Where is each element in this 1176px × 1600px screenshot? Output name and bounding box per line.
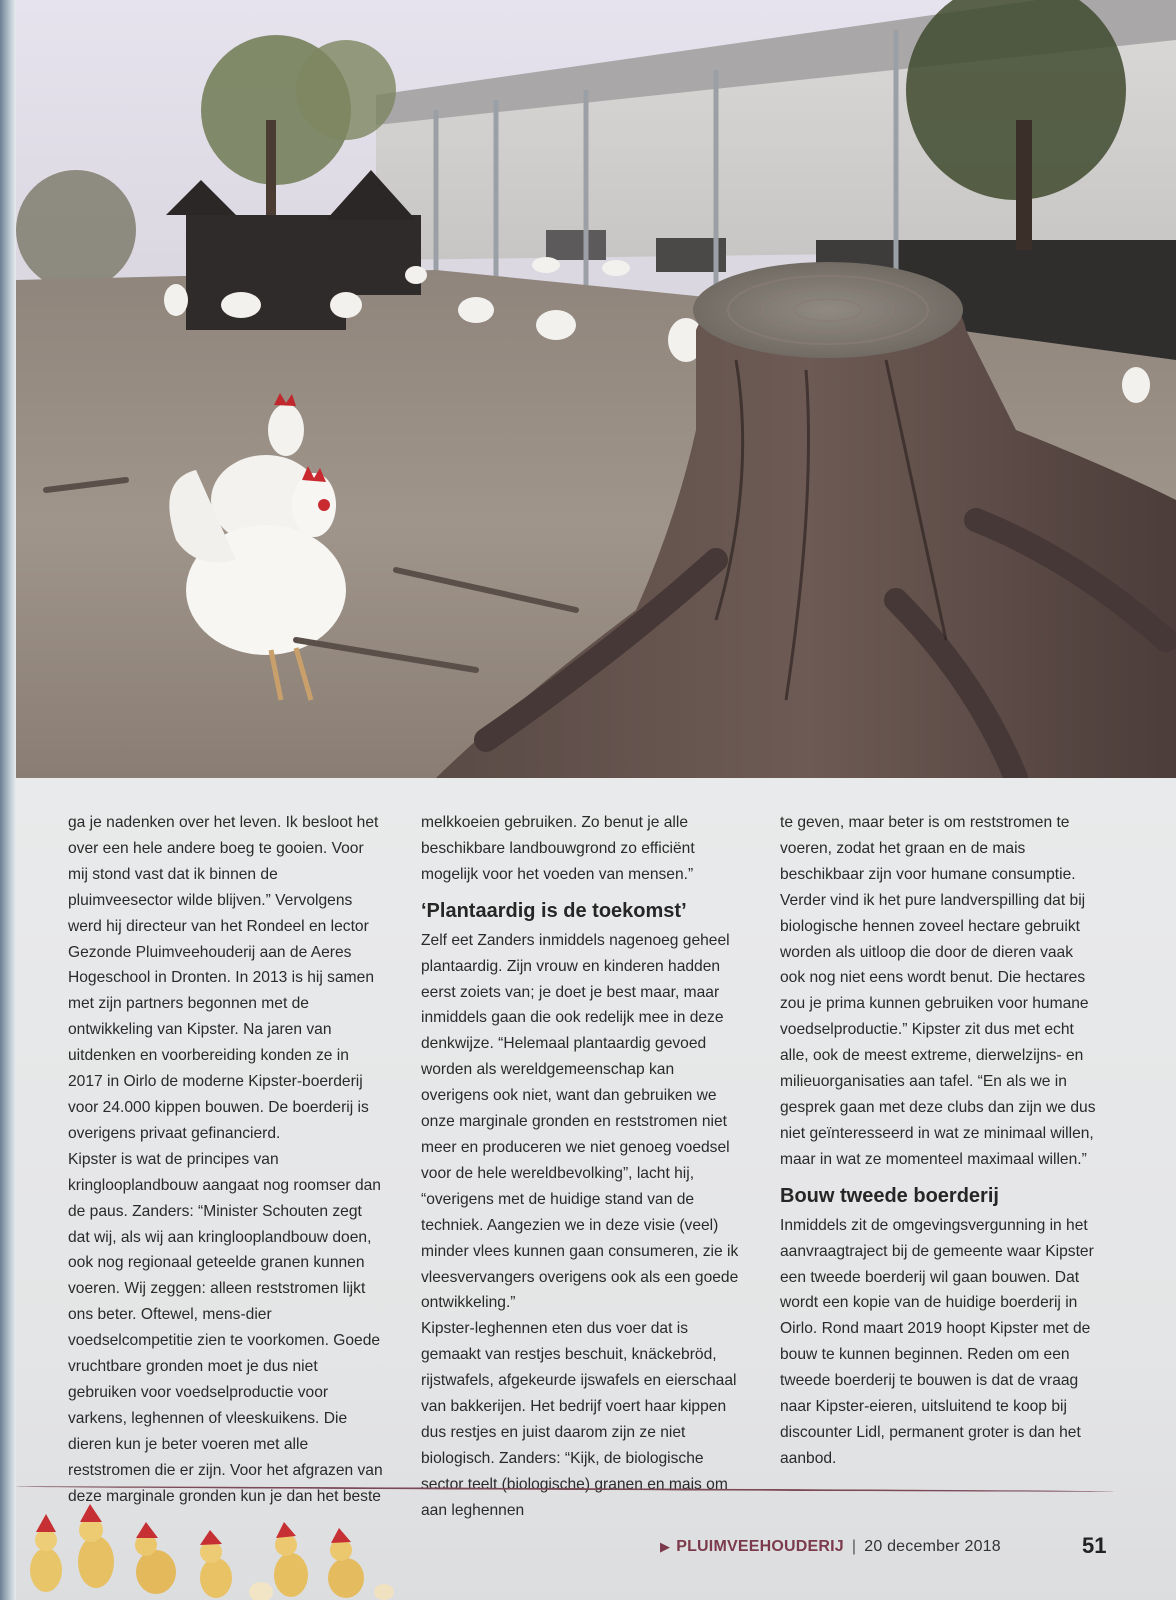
- paragraph: ga je nadenken over het leven. Ik besloot het over een hele andere boeg te gooien. Voor mij stond vast dat ik binnen de pluimveesector wilde blijven.” Vervolgens werd hij directeur van het Rondeel en lector Gezonde Pluimveehouderij aan de Aeres Hogeschool in Dronten. In 2013 is hij samen met zijn partners begonnen met de ontwikkeling van Kipster. Na jaren van uitdenken en voorbereiding konden ze in 2017 in Oirlo de moderne Kipster-boerderij voor 24.000 kippen bouwen. De boerderij is overigens privaat gefinancierd.: [68, 814, 379, 1142]
- magazine-name: PLUIMVEEHOUDERIJ: [676, 1538, 844, 1555]
- header-photo: [16, 0, 1176, 778]
- footer-separator: |: [851, 1538, 857, 1555]
- paragraph: Kipster-leghennen eten dus voer dat is gemaakt van restjes beschuit, knäckebröd, rijstwafels, afgekeurde ijswafels en eierschaal van bakkerijen. Het bedrijf voert haar kippen dus restjes en juist daarom zijn ze niet biologisch. Zanders: “Kijk, de biologische sector teelt (biologische) granen en mais om aan leghennen: [421, 1320, 737, 1519]
- footer-publication: [660, 1538, 1001, 1556]
- issue-date: 20 december 2018: [864, 1538, 1001, 1555]
- paragraph: Zelf eet Zanders inmiddels nagenoeg geheel plantaardig. Zijn vrouw en kinderen hadden eerst zoiets van; je doet je best maar, maar inmiddels gaan die ook redelijk mee in deze denkwijze. “Helemaal plantaardig gevoed worden als wereldgemeenschap kan overigens ook niet, want dan gebruiken we onze marginale gronden en reststromen niet meer en produceren we niet genoeg voedsel voor de hele wereldbevolking”, lacht hij, “overigens met de huidige stand van de techniek. Aangezien we in deze visie (veel) minder vlees kunnen gaan consumeren, zie ik vleesvervangers overigens ook als een goede ontwikkeling.”: [421, 931, 739, 1312]
- paragraph: Kipster is wat de principes van kringlooplandbouw aangaat nog roomser dan de paus. Zanders: “Minister Schouten zegt dat wij, als wij aan kringlooplandbouw doen, ook nog regionaal geteelde granen kunnen voeren. Wij zeggen: alleen reststromen lijkt ons beter. Oftewel, mens-dier voedselcompetitie zien te voorkomen. Goede vruchtbare gronden moet je dus niet gebruiken voor voedselproductie voor varkens, leghennen of vleeskuikens. Die dieren kun je beter voeren met alle reststromen die er zijn. Voor het afgrazen van deze marginale gronden kun je dan het beste: [68, 1150, 383, 1505]
- section-heading: Bouw tweede boerderij: [780, 1184, 999, 1207]
- page-edge: [0, 0, 16, 1600]
- paragraph: melkkoeien gebruiken. Zo benut je alle beschikbare landbouwgrond zo efficiënt mogelijk voor het voeden van mensen.”: [421, 814, 695, 883]
- article-column-3: [780, 810, 1098, 1472]
- arrow-icon: ▶: [660, 1539, 671, 1554]
- article-column-2: [421, 810, 739, 1524]
- paragraph: te geven, maar beter is om reststromen te voeren, zodat het graan en de mais beschikbaar zijn voor humane consumptie. Verder vind ik het pure landverspilling dat bij biologische hennen zoveel hectare gebruikt worden als uitloop die door de dieren vaak ook nog niet eens wordt benut. Die hectares zou je prima kunnen gebruiken voor humane voedselproductie.” Kipster zit dus met echt alle, ook de meest extreme, dierwelzijns- en milieuorganisaties aan tafel. “En als we in gesprek gaan met deze clubs dan zijn we dus niet geïnteresseerd in wat ze minimaal willen, maar in wat ze momenteel maximaal willen.”: [780, 814, 1096, 1168]
- paragraph: Inmiddels zit de omgevingsvergunning in het aanvraagtraject bij de gemeente waar Kipster een tweede boerderij wil gaan bouwen. Dat wordt een kopie van de huidige boerderij in Oirlo. Rond maart 2019 hoopt Kipster met de bouw te kunnen beginnen. Reden om een tweede boerderij te bouwen is dat de vraag naar Kipster-eieren, uitsluitend te koop bij discounter Lidl, permanent groter is dan het aanbod.: [780, 1216, 1094, 1467]
- photo-illustration: [16, 0, 1176, 778]
- page-number: 51: [1082, 1533, 1107, 1558]
- christmas-chicks-illustration: [16, 1500, 396, 1600]
- article-column-1: [68, 810, 386, 1509]
- section-heading: ‘Plantaardig is de toekomst’: [421, 899, 687, 922]
